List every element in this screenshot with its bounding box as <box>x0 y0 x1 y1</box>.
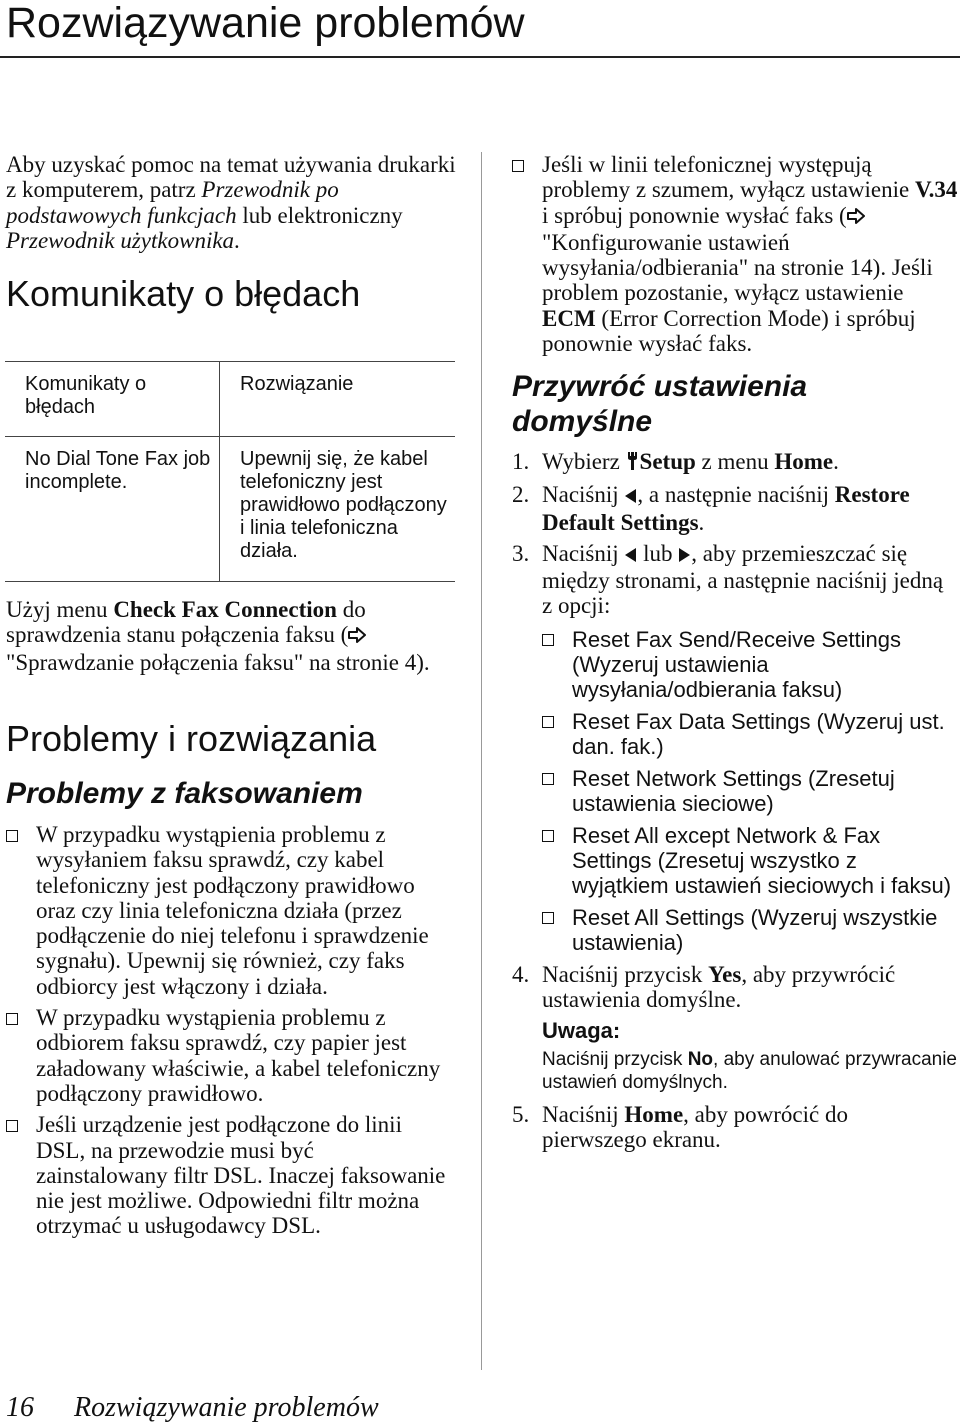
check-fax-paragraph <box>6 597 456 675</box>
step-text: Naciśnij <box>542 540 625 566</box>
yes-button-label: Yes <box>708 961 742 987</box>
intro-text: lub elektroniczny <box>236 202 403 228</box>
error-table-header-messages: Komunikaty o błędach <box>5 362 220 437</box>
list-item-text: W przypadku wystąpienia problemu z odbiorem faksu sprawdź, czy papier jest załadowany właściwie, a kabel telefoniczny podłączony prawidłowo. <box>36 1005 441 1106</box>
note-text: , aby anulować przywracanie ustawień domyślnych. <box>542 1048 957 1093</box>
step-text: . <box>833 449 839 474</box>
line-noise-list <box>512 152 958 362</box>
step-text: , a następnie naciśnij <box>637 482 835 508</box>
list-item-text: i spróbuj ponownie wysłać faks ( <box>542 202 847 228</box>
step-5 <box>512 1102 958 1153</box>
checkbox-bullet-icon <box>542 830 554 842</box>
error-table <box>5 361 455 582</box>
reset-options-list <box>542 627 958 955</box>
step-text: Wybierz <box>542 449 626 474</box>
reset-option-text: Reset Network Settings (Zresetuj ustawienia sieciowe) <box>572 765 895 816</box>
footer-title: Rozwiązywanie problemów <box>74 1392 379 1423</box>
triangle-left-icon <box>624 543 637 568</box>
list-item-text: "Konfigurowanie ustawień wysyłania/odbierania" na stronie 14). Jeśli problem pozostanie, wyłącz ustawienie <box>542 229 933 306</box>
checkbox-bullet-icon <box>6 830 18 842</box>
checkbox-bullet-icon <box>512 160 524 172</box>
check-fax-connection-menu: Check Fax Connection <box>113 597 337 622</box>
list-item-text: Jeśli w linii telefonicznej występują problemy z szumem, wyłącz ustawienie <box>542 152 915 203</box>
step-text: , aby przemieszczać się między stronami, a następnie naciśnij jedną z opcji: <box>542 540 944 619</box>
list-item <box>542 627 958 702</box>
restore-steps <box>512 449 958 1158</box>
page-footer <box>6 1392 379 1424</box>
page-title: Rozwiązywanie problemów <box>6 0 525 47</box>
arrow-right-icon <box>348 624 366 649</box>
list-item <box>512 152 958 356</box>
step-text: Naciśnij <box>542 482 625 508</box>
list-item <box>6 1005 451 1106</box>
step-number: 2. <box>512 482 530 508</box>
fax-problems-subheading: Problemy z faksowaniem <box>6 777 363 810</box>
step-text: . <box>698 509 705 535</box>
error-table-row <box>5 437 455 582</box>
checkbox-bullet-icon <box>542 912 554 924</box>
restore-default-settings: Restore Default Settings <box>542 482 910 535</box>
no-button-label: No <box>687 1048 714 1070</box>
reset-option-text: Reset All Settings (Wyzeruj wszystkie ustawienia) <box>572 904 938 955</box>
fax-problems-list <box>6 822 451 1245</box>
step-number: 3. <box>512 540 530 566</box>
error-messages-heading: Komunikaty o błędach <box>6 273 361 314</box>
intro-text: Aby uzyskać pomoc na temat używania drukarki z komputerem, patrz <box>6 152 456 203</box>
home-menu: Home <box>774 449 834 474</box>
problems-heading: Problemy i rozwiązania <box>6 718 377 759</box>
reset-option-text: Reset Fax Data Settings (Wyzeruj ust. dan. fak.) <box>572 708 945 759</box>
checkbox-bullet-icon <box>542 634 554 646</box>
error-table-solution: Upewnij się, że kabel telefoniczny jest prawidłowo podłączony i linia telefoniczna działa. <box>240 448 447 562</box>
list-item-text: Jeśli urządzenie jest podłączone do linii DSL, na przewodzie musi być zainstalowany filtr DSL. Inaczej faksowanie nie jest możliwe. Odpowiedni filtr można otrzymać u usługodawcy DSL. <box>36 1112 446 1239</box>
note-title: Uwaga: <box>542 1018 621 1044</box>
list-item <box>542 823 958 898</box>
step-number: 1. <box>512 449 530 474</box>
step-text: , aby powrócić do pierwszego ekranu. <box>542 1101 848 1152</box>
ecm-setting: ECM <box>542 305 596 331</box>
checkbox-bullet-icon <box>6 1013 18 1025</box>
step-text: lub <box>637 540 679 566</box>
check-fax-text: "Sprawdzanie połączenia faksu" na stronie 4). <box>6 649 430 675</box>
checkbox-bullet-icon <box>542 716 554 728</box>
column-divider <box>481 152 482 1370</box>
intro-guide-basic: Przewodnik po podstawowych funkcjach <box>6 177 339 228</box>
checkbox-bullet-icon <box>6 1120 18 1132</box>
note-text: Naciśnij przycisk <box>542 1048 688 1070</box>
error-table-header-row <box>5 362 455 437</box>
step-2 <box>512 482 958 535</box>
home-button-label: Home <box>624 1101 684 1127</box>
reset-option-text: Reset Fax Send/Receive Settings (Wyzeruj ustawienia wysyłania/odbierania faksu) <box>572 626 901 702</box>
intro-paragraph <box>6 152 456 253</box>
v34-setting: V.34 <box>915 177 958 203</box>
check-fax-text: do sprawdzenia stanu połączenia faksu ( <box>6 597 366 648</box>
error-table-header-solution: Rozwiązanie <box>240 373 354 395</box>
step-number: 5. <box>512 1101 530 1127</box>
step-3 <box>512 541 958 955</box>
restore-heading: Przywróć ustawienia domyślne <box>512 370 808 438</box>
list-item <box>6 1112 451 1238</box>
list-item <box>542 905 958 955</box>
list-item <box>542 766 958 816</box>
arrow-right-icon <box>847 205 865 230</box>
page-number: 16 <box>6 1392 34 1423</box>
step-1 <box>512 449 958 476</box>
list-item-text: (Error Correction Mode) i spróbuj ponownie wysłać faks. <box>542 305 916 357</box>
error-table-message: No Dial Tone Fax job incomplete. <box>5 437 220 582</box>
step-number: 4. <box>512 961 530 987</box>
check-fax-text: Użyj menu <box>6 597 114 622</box>
intro-guide-user: Przewodnik użytkownika <box>6 227 235 253</box>
step-4 <box>512 962 958 1094</box>
reset-option-text: Reset All except Network & Fax Settings (Zresetuj wszystko z wyjątkiem ustawień sieciowych i faksu) <box>572 822 952 898</box>
list-item-text: W przypadku wystąpienia problemu z wysyłaniem faksu sprawdź, czy kabel telefoniczny jest podłączony prawidłowo oraz czy linia telefoniczna działa (przez podłączenie do niej telefonu i sprawdzenie sygnału). Upewnij się również, czy faks odbiorcy jest włączony i działa. <box>36 822 429 999</box>
title-rule <box>0 56 960 58</box>
list-item <box>6 822 451 999</box>
list-item <box>542 709 958 759</box>
step-text: Naciśnij przycisk <box>542 961 709 987</box>
checkbox-bullet-icon <box>542 773 554 785</box>
setup-menu: Setup <box>639 449 696 474</box>
note-body <box>542 1048 958 1094</box>
step-text: Naciśnij <box>542 1101 625 1127</box>
triangle-right-icon <box>678 543 691 568</box>
triangle-left-icon <box>624 484 637 509</box>
wrench-icon <box>626 451 640 476</box>
step-text: z menu <box>695 449 775 474</box>
step-text: , aby przywrócić ustawienia domyślne. <box>542 961 896 1013</box>
intro-text: . <box>234 227 240 253</box>
